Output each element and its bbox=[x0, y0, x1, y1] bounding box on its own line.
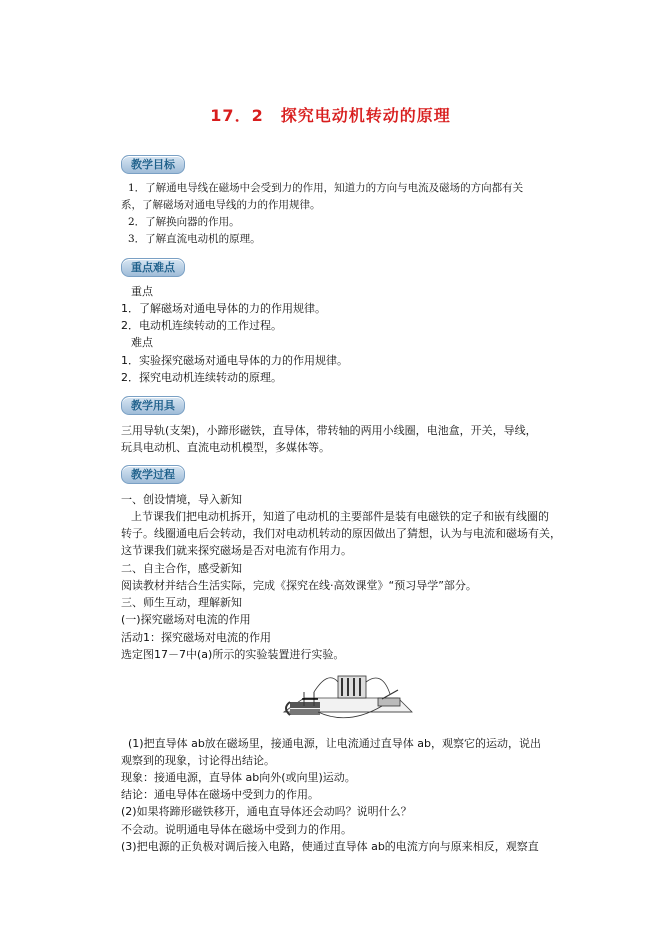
process-line-5: 二、自主合作，感受新知 bbox=[121, 562, 242, 575]
goal-line-4: 3．了解直流电动机的原理。 bbox=[128, 233, 261, 245]
observation-line-4: 结论：通电导体在磁场中受到力的作用。 bbox=[121, 788, 319, 801]
goal-line-2: 系，了解磁场对通电导线的力的作用规律。 bbox=[121, 199, 321, 211]
keypoint-line-4: 2．探究电动机连续转动的原理。 bbox=[121, 371, 282, 384]
process-line-3: 转子。线圈通电后会转动，我们对电动机转动的原因做出了猜想，认为与电流和磁场有关， bbox=[121, 527, 561, 540]
process-line-10: 选定图17－7中(a)所示的实验装置进行实验。 bbox=[121, 648, 345, 661]
keypoints-heading-difficult: 难点 bbox=[131, 336, 153, 349]
process-line-2: 上节课我们把电动机拆开，知道了电动机的主要部件是装有电磁铁的定子和嵌有线圈的 bbox=[131, 510, 549, 523]
keypoint-line-1: 1．了解磁场对通电导体的力的作用规律。 bbox=[121, 302, 326, 315]
section-badge-goals: 教学目标 bbox=[121, 155, 185, 174]
keypoints-heading-important: 重点 bbox=[131, 285, 153, 298]
process-line-4: 这节课我们就来探究磁场是否对电流有作用力。 bbox=[121, 544, 352, 557]
observation-line-6: 不会动。说明通电导体在磁场中受到力的作用。 bbox=[121, 823, 352, 836]
process-line-1: 一、创设情境，导入新知 bbox=[121, 493, 242, 506]
process-line-8: (一)探究磁场对电流的作用 bbox=[121, 613, 251, 626]
observation-line-7: (3)把电源的正负极对调后接入电路，使通过直导体 ab的电流方向与原来相反，观察直 bbox=[121, 840, 539, 853]
keypoint-line-3: 1．实验探究磁场对通电导体的力的作用规律。 bbox=[121, 354, 348, 367]
goal-line-3: 2．了解换向器的作用。 bbox=[128, 216, 240, 228]
process-line-6: 阅读教材并结合生活实际，完成《探究在线·高效课堂》“预习导学”部分。 bbox=[121, 579, 477, 592]
tools-line-1: 三用导轨(支架)，小蹄形磁铁，直导体，带转轴的两用小线圈，电池盒，开关，导线， bbox=[121, 424, 537, 437]
process-line-7: 三、师生互动，理解新知 bbox=[121, 596, 242, 609]
experiment-apparatus-figure bbox=[278, 668, 418, 730]
observation-line-3: 现象：接通电源，直导体 ab向外(或向里)运动。 bbox=[121, 771, 356, 784]
process-line-9: 活动1：探究磁场对电流的作用 bbox=[121, 631, 271, 644]
section-badge-tools: 教学用具 bbox=[121, 396, 185, 415]
section-badge-keypoints: 重点难点 bbox=[121, 258, 185, 277]
goal-line-1: 1．了解通电导线在磁场中会受到力的作用，知道力的方向与电流及磁场的方向都有关 bbox=[128, 182, 524, 194]
section-badge-process: 教学过程 bbox=[121, 465, 185, 484]
tools-line-2: 玩具电动机、直流电动机模型，多媒体等。 bbox=[121, 441, 330, 454]
observation-line-2: 观察到的现象，讨论得出结论。 bbox=[121, 754, 275, 767]
observation-line-1: (1)把直导体 ab放在磁场里，接通电源，让电流通过直导体 ab，观察它的运动，说出 bbox=[128, 737, 542, 750]
observation-line-5: (2)如果将蹄形磁铁移开，通电直导体还会动吗？说明什么？ bbox=[121, 805, 412, 818]
page-title: 17．2 探究电动机转动的原理 bbox=[210, 106, 451, 125]
keypoint-line-2: 2．电动机连续转动的工作过程。 bbox=[121, 319, 282, 332]
